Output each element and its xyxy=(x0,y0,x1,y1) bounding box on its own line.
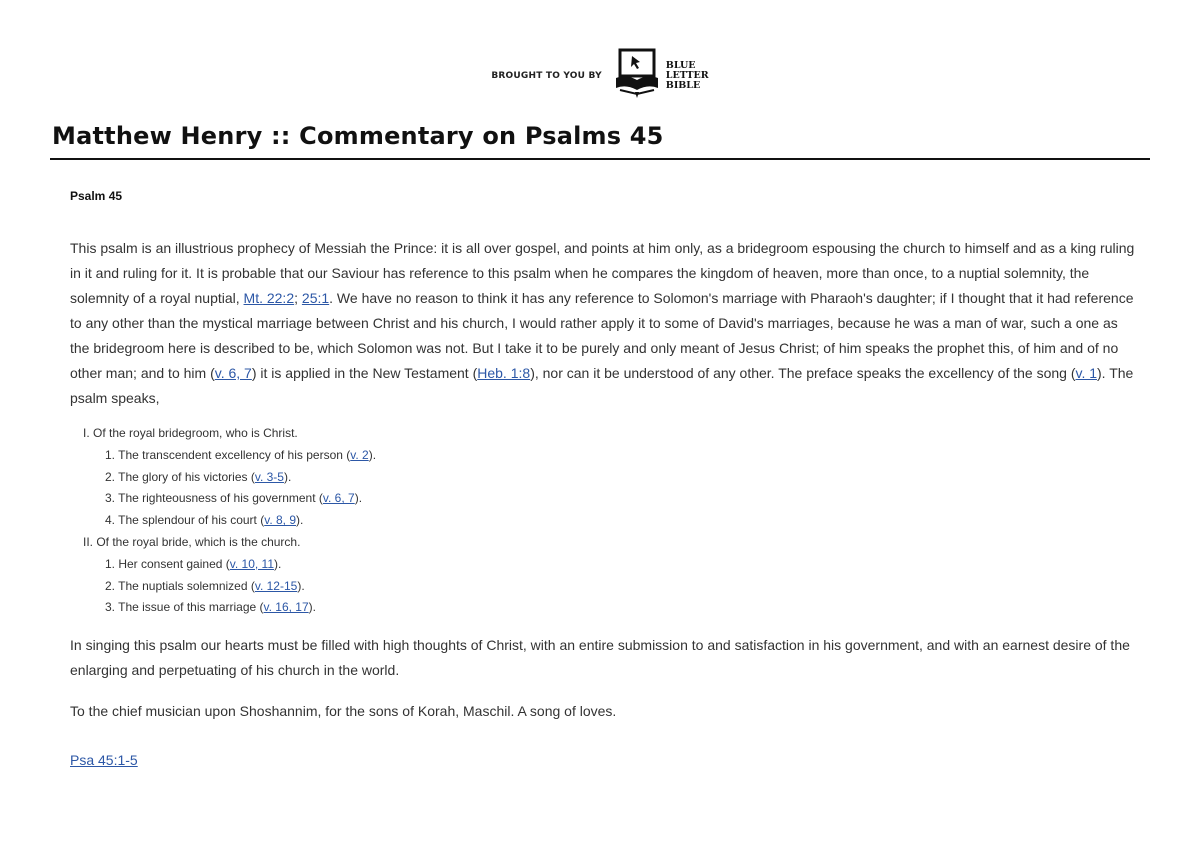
outline-item-text: 1. The transcendent excellency of his person ( xyxy=(105,447,351,462)
outline-item xyxy=(70,423,1140,445)
outline-item xyxy=(70,532,1140,554)
outline-item-close: ). xyxy=(297,578,305,593)
outline-item xyxy=(70,576,1140,598)
outline-item-text: II. Of the royal bride, which is the church. xyxy=(83,534,301,549)
outline-list xyxy=(70,423,1140,619)
intro-paragraph xyxy=(70,236,1140,411)
intro-text-6: ). The psalm speaks, xyxy=(70,365,1134,406)
outline-item-text: 3. The righteousness of his government ( xyxy=(105,491,323,506)
ref-link-heb-1-8[interactable]: Heb. 1:8 xyxy=(477,365,531,381)
outline-ref-link[interactable]: v. 8, 9 xyxy=(264,513,296,528)
blue-letter-bible-logo[interactable] xyxy=(614,48,709,103)
outline-item xyxy=(70,510,1140,532)
outline-item-close: ). xyxy=(308,600,316,615)
intro-text-3: . We have no reason to think it has any reference to Solomon's marriage with Pharaoh's daughter; if I thought that it had reference to any other than the mystical marriage between Christ and his church, I would rather apply it to some of David's marriages, because he was a man of war, such a one as the bridegroom here is described to be, which Solomon was not. But I take it to be purely and only meant of Jesus Christ; of him speaks the prophet this, of him and of no other man; and to him ( xyxy=(70,290,1134,381)
brand-name-line-2: LETTER xyxy=(665,69,709,81)
commentary-body xyxy=(70,186,1140,773)
intro-text-1: This psalm is an illustrious prophecy of Messiah the Prince: it is all over gospel, and points at him only, as a bridegroom espousing the church to himself and as a king ruling in it and ruling for it. It is probable that our Saviour has reference to this psalm when he compares the kingdom of heaven, more than once, to a nuptial solemnity, the solemnity of a royal nuptial, xyxy=(70,240,1135,306)
brand-prefix: BROUGHT TO YOU BY xyxy=(491,70,602,81)
outline-item xyxy=(70,467,1140,489)
intro-text-2: ; xyxy=(294,290,302,306)
superscription: To the chief musician upon Shoshannim, for the sons of Korah, Maschil. A song of loves. xyxy=(70,703,617,720)
ref-link-mt-22-2[interactable]: Mt. 22:2 xyxy=(243,290,295,306)
brand-name xyxy=(666,61,709,91)
intro-text-4: ) it is applied in the New Testament ( xyxy=(251,365,478,381)
psalm-heading: Psalm 45 xyxy=(70,189,123,203)
brand-name-line-3: BIBLE xyxy=(665,79,701,91)
intro-text-5: ), nor can it be understood of any other. The preface speaks the excellency of the song ( xyxy=(530,365,1076,381)
outline-item-text: 1. Her consent gained ( xyxy=(105,556,230,571)
page-title: Matthew Henry :: Commentary on Psalms 45 xyxy=(52,122,664,150)
outline-item xyxy=(70,554,1140,576)
title-divider xyxy=(50,158,1150,160)
outline-ref-link[interactable]: v. 2 xyxy=(350,447,369,462)
outline-ref-link[interactable]: v. 3-5 xyxy=(254,469,284,484)
next-section-link[interactable]: Psa 45:1-5 xyxy=(70,752,138,769)
outline-item-close: ). xyxy=(283,469,292,484)
outline-item-close: ). xyxy=(274,556,282,571)
outline-item-close: ). xyxy=(296,513,304,528)
outline-item xyxy=(70,488,1140,510)
outline-ref-link[interactable]: v. 12-15 xyxy=(254,578,298,593)
brand-banner xyxy=(0,48,1200,103)
outline-item-close: ). xyxy=(354,491,363,506)
outline-ref-link[interactable]: v. 16, 17 xyxy=(263,600,309,615)
outline-item-text: 4. The splendour of his court ( xyxy=(105,513,265,528)
outline-item xyxy=(70,445,1140,467)
outline-ref-link[interactable]: v. 6, 7 xyxy=(322,491,355,506)
ref-link-25-1[interactable]: 25:1 xyxy=(301,290,330,306)
outline-item xyxy=(70,597,1140,619)
outline-item-text: 3. The issue of this marriage ( xyxy=(105,600,264,615)
ref-link-v-6-7[interactable]: v. 6, 7 xyxy=(214,365,252,381)
outline-item-text: I. Of the royal bridegroom, who is Christ. xyxy=(83,426,298,440)
outline-item-close: ). xyxy=(368,447,377,462)
outline-ref-link[interactable]: v. 10, 11 xyxy=(229,556,274,571)
outline-item-text: 2. The glory of his victories ( xyxy=(105,469,255,484)
brand-name-line-1: BLUE xyxy=(665,59,696,71)
singing-paragraph: In singing this psalm our hearts must be filled with high thoughts of Christ, with an entire submission to and satisfaction in his government, and with an earnest desire of the enlarging and perpetuating of his church in the world. xyxy=(70,637,1130,679)
outline-item-text: 2. The nuptials solemnized ( xyxy=(105,578,255,593)
open-book-icon xyxy=(614,48,660,103)
ref-link-v-1[interactable]: v. 1 xyxy=(1075,365,1098,381)
